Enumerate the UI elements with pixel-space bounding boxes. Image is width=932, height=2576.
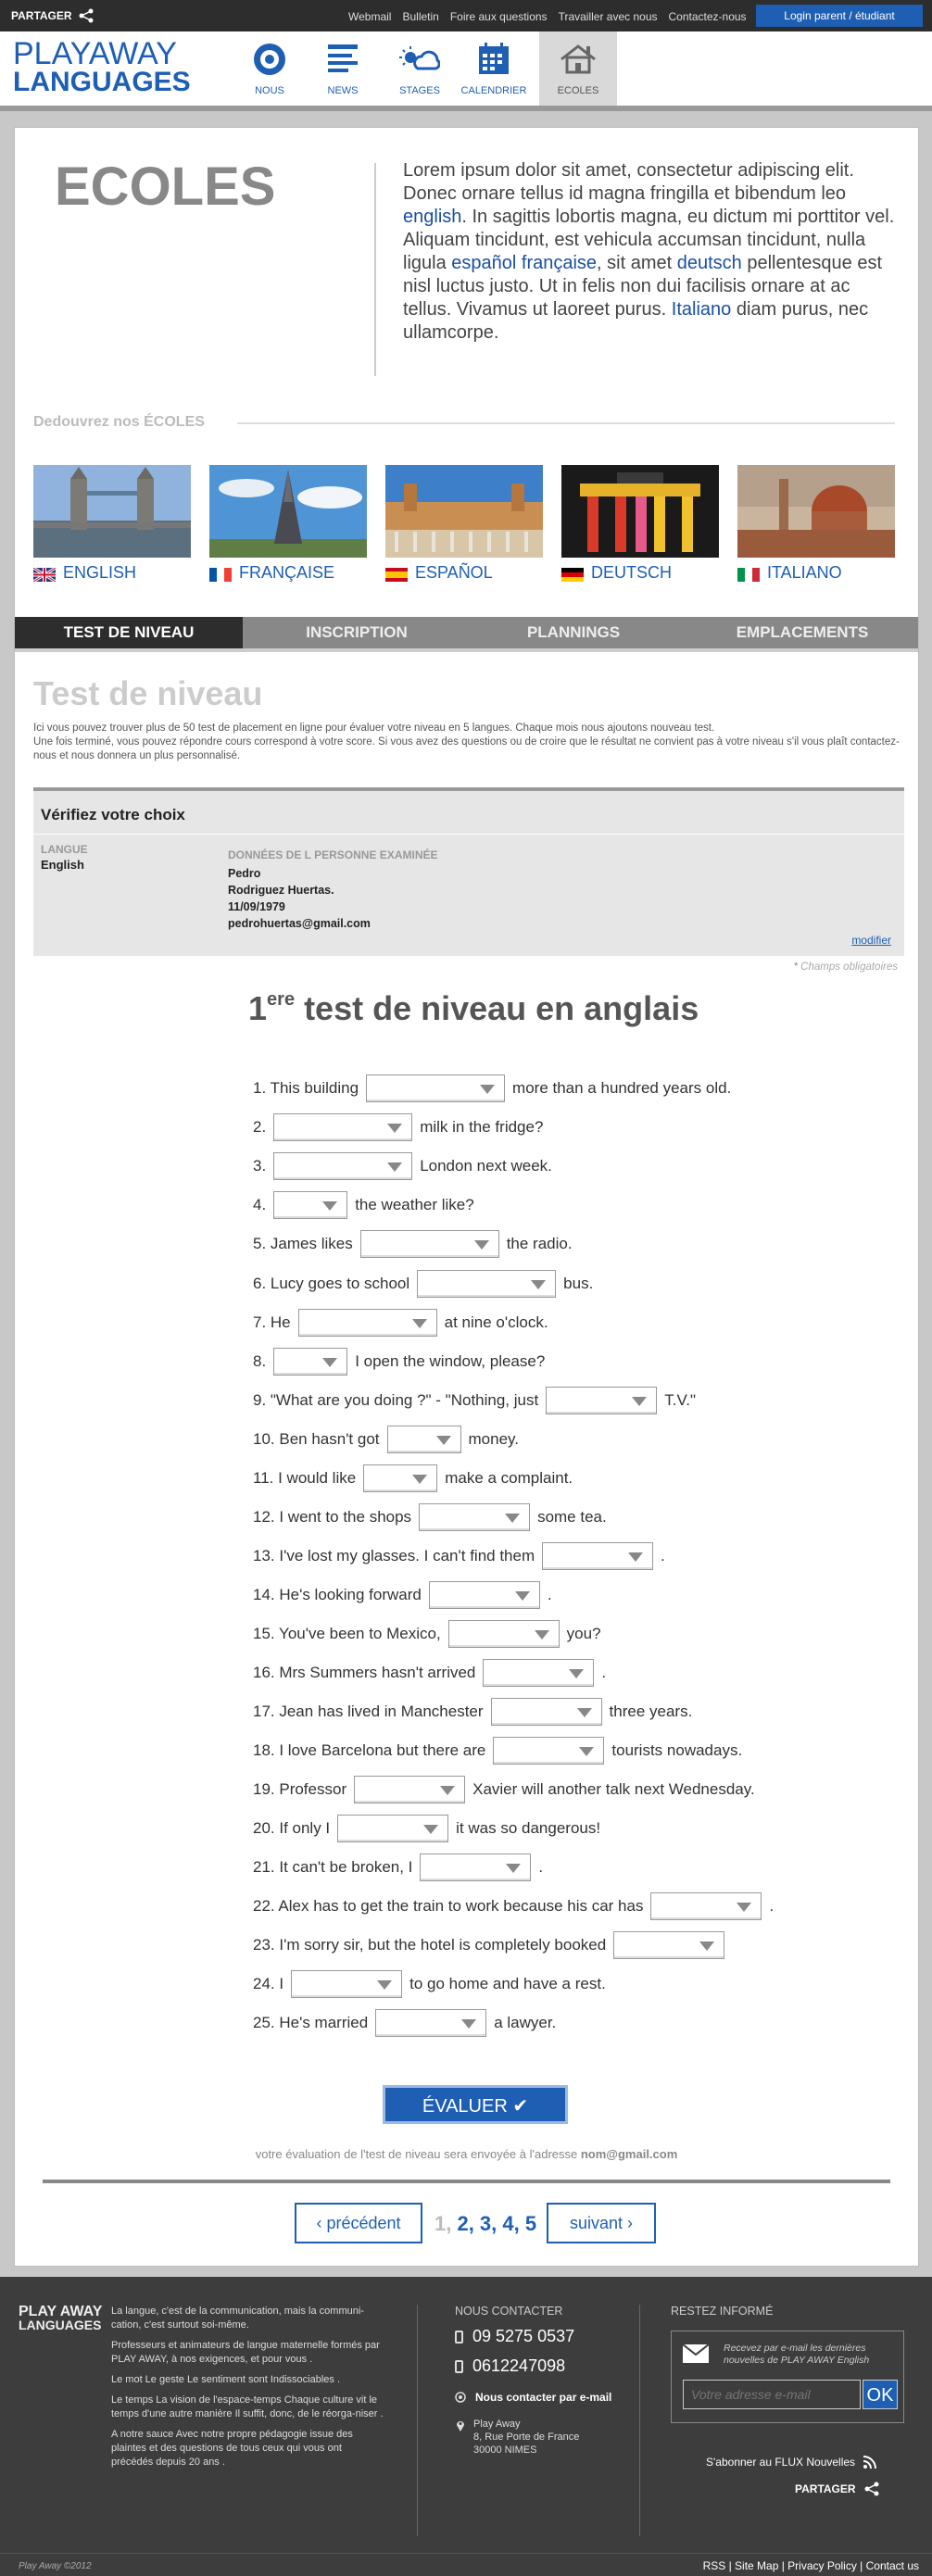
description-line: Une fois terminé, vous pouvez répondre cours correspond à votre score. Si vous avez des questions ou de croire que le résultat ne convient pas à votre niveau s'il vous plaît contactez-nous et nous donnera un plus personnalisé. bbox=[33, 736, 900, 761]
intro-text-part: pellentesque est nisl luctus justo. Ut in felis non dui facilisis ornare at ac tellus. Vivamus ut laoreet purus. bbox=[403, 253, 883, 320]
rss-subscribe-link[interactable] bbox=[706, 2455, 877, 2469]
spain-flag-icon bbox=[385, 568, 408, 582]
intro-divider bbox=[374, 163, 376, 376]
answer-dropdown[interactable] bbox=[417, 1270, 556, 1298]
person-email: pedrohuertas@gmail.com bbox=[228, 917, 371, 930]
footer-share-text: PARTAGER bbox=[795, 2482, 856, 2495]
question-text: it was so dangerous! bbox=[456, 1819, 601, 1837]
question-text: tourists nowadays. bbox=[611, 1741, 743, 1759]
school-name[interactable]: ENGLISH bbox=[63, 563, 137, 582]
answer-dropdown[interactable] bbox=[363, 1464, 437, 1492]
quiz-question-12 bbox=[253, 1503, 607, 1531]
question-text: at nine o'clock. bbox=[444, 1313, 548, 1331]
evaluate-button[interactable]: ÉVALUER ✔ bbox=[383, 2085, 568, 2124]
question-text: I open the window, please? bbox=[355, 1352, 546, 1370]
question-text: 10. Ben hasn't got bbox=[253, 1430, 380, 1448]
discover-heading: Dedouvrez nos ÉCOLES bbox=[33, 414, 205, 430]
answer-dropdown[interactable] bbox=[493, 1737, 604, 1765]
quiz-title-number: 1 bbox=[248, 989, 268, 1027]
school-name[interactable]: ITALIANO bbox=[767, 563, 842, 582]
question-text: you? bbox=[566, 1625, 601, 1642]
quiz-question-11 bbox=[253, 1464, 573, 1492]
faq-link[interactable]: Foire aux questions bbox=[449, 10, 548, 23]
english-link[interactable]: english bbox=[403, 207, 462, 227]
address-line: Play Away bbox=[473, 2419, 521, 2430]
question-text: 11. I would like bbox=[253, 1469, 357, 1487]
quiz-question-25 bbox=[253, 2009, 556, 2037]
quiz-title bbox=[248, 989, 699, 1028]
france-flag-icon bbox=[209, 568, 232, 582]
answer-dropdown[interactable] bbox=[360, 1230, 499, 1258]
answer-dropdown[interactable] bbox=[354, 1776, 465, 1803]
required-text: Champs obligatoires bbox=[800, 961, 898, 973]
answer-dropdown[interactable] bbox=[291, 1970, 402, 1998]
answer-dropdown[interactable] bbox=[546, 1387, 657, 1414]
rss-icon bbox=[863, 2455, 877, 2469]
quiz-question-19 bbox=[253, 1776, 755, 1803]
intro-text bbox=[403, 159, 903, 345]
share-icon[interactable] bbox=[78, 7, 94, 24]
tab-inscription[interactable]: INSCRIPTION bbox=[306, 623, 408, 641]
share-icon bbox=[863, 2481, 880, 2497]
verify-divider bbox=[33, 834, 904, 835]
newsletter-email-input[interactable] bbox=[683, 2380, 861, 2409]
required-fields-note bbox=[793, 961, 898, 973]
question-text: 18. I love Barcelona but there are bbox=[253, 1741, 486, 1759]
quiz-title-sup: ere bbox=[267, 989, 296, 1010]
modify-link[interactable]: modifier bbox=[851, 934, 891, 947]
deutsch-link[interactable]: deutsch bbox=[676, 253, 742, 273]
section-title: Test de niveau bbox=[33, 674, 263, 712]
discover-divider bbox=[237, 422, 895, 424]
current-page: 1, bbox=[435, 2212, 452, 2235]
person-last-name: Rodriguez Huertas. bbox=[228, 884, 334, 897]
description-line: Ici vous pouvez trouver plus de 50 test de placement en ligne pour évaluer votre niveau en 5 langues. Chaque mois nous ajoutons nouveau test. bbox=[33, 723, 715, 734]
rss-text: S'abonner au FLUX Nouvelles bbox=[706, 2456, 856, 2469]
quiz-question-9 bbox=[253, 1387, 696, 1414]
sun-cloud-icon bbox=[399, 41, 440, 78]
answer-dropdown[interactable] bbox=[387, 1426, 461, 1453]
nav-label: NEWS bbox=[327, 85, 359, 96]
footer-logo-line1[interactable]: PLAY AWAY bbox=[19, 2304, 103, 2319]
nav-calendrier[interactable] bbox=[455, 31, 533, 106]
germany-flag-icon bbox=[561, 568, 584, 582]
mobile-icon bbox=[455, 2360, 463, 2373]
question-text: . bbox=[547, 1586, 552, 1603]
contact-heading: NOUS CONTACTER bbox=[455, 2305, 563, 2318]
answer-dropdown[interactable] bbox=[420, 1853, 531, 1881]
question-text: 7. He bbox=[253, 1313, 291, 1331]
question-text: some tea. bbox=[537, 1508, 607, 1526]
tower-bridge-photo bbox=[33, 465, 191, 558]
footer-divider bbox=[417, 2305, 418, 2536]
question-text: 12. I went to the shops bbox=[253, 1508, 412, 1526]
question-text: 1. This building bbox=[253, 1079, 359, 1097]
section-tabs bbox=[15, 617, 918, 648]
school-name[interactable]: ESPAÑOL bbox=[415, 563, 493, 582]
footer-bottom-bar bbox=[0, 2553, 932, 2576]
question-text: 3. bbox=[253, 1157, 267, 1175]
answer-dropdown[interactable] bbox=[337, 1815, 448, 1842]
nav-news[interactable] bbox=[304, 31, 382, 106]
question-text: the weather like? bbox=[355, 1196, 474, 1213]
question-text: three years. bbox=[609, 1703, 693, 1720]
school-card-deutsch[interactable] bbox=[561, 465, 719, 582]
question-text: to go home and have a rest. bbox=[409, 1975, 606, 1992]
verify-title: Vérifiez votre choix bbox=[41, 806, 185, 823]
answer-dropdown[interactable] bbox=[273, 1191, 347, 1219]
question-text: 4. bbox=[253, 1196, 267, 1213]
quiz-question-22 bbox=[253, 1892, 774, 1920]
school-name[interactable]: FRANÇAISE bbox=[239, 563, 335, 582]
question-text: 2. bbox=[253, 1118, 267, 1136]
school-card-italiano[interactable] bbox=[737, 465, 895, 582]
tab-plannings[interactable]: PLANNINGS bbox=[526, 623, 621, 641]
nav-label: CALENDRIER bbox=[460, 85, 527, 96]
phone-icon bbox=[455, 2331, 463, 2344]
quiz-question-21 bbox=[253, 1853, 543, 1881]
at-icon bbox=[455, 2392, 466, 2403]
phone-number: 0612247098 bbox=[472, 2356, 566, 2375]
quiz-question-3 bbox=[253, 1152, 552, 1180]
quiz-question-16 bbox=[253, 1659, 606, 1687]
francaise-link[interactable]: française bbox=[521, 253, 598, 273]
question-text: . bbox=[769, 1897, 775, 1915]
location-pin-icon bbox=[456, 2419, 465, 2431]
italiano-link[interactable]: Italiano bbox=[671, 299, 732, 320]
quiz-bottom-divider bbox=[43, 2180, 890, 2183]
answer-dropdown[interactable] bbox=[491, 1698, 602, 1726]
footer-about-paragraph: La langue, c'est de la communication, mais la communi-cation, c'est surtout soi-même. bbox=[111, 2306, 364, 2331]
answer-dropdown[interactable] bbox=[366, 1074, 505, 1102]
section-description bbox=[33, 722, 904, 763]
person-birthdate: 11/09/1979 bbox=[228, 900, 285, 913]
question-text: the radio. bbox=[506, 1235, 573, 1252]
question-text: 23. I'm sorry sir, but the hotel is completely booked bbox=[253, 1936, 607, 1954]
address-line: 8, Rue Porte de France bbox=[473, 2431, 580, 2443]
footer-about-paragraph: Le temps La vision de l'espace-temps Chaque culture vit le temps d'une autre manière Il suffit, donc, de le réorga-niser . bbox=[111, 2394, 384, 2419]
question-text: milk in the fridge? bbox=[420, 1118, 544, 1136]
espanol-link[interactable]: español bbox=[451, 253, 517, 273]
webmail-link[interactable]: Webmail bbox=[348, 10, 392, 23]
quiz-question-13 bbox=[253, 1542, 665, 1570]
tab-emplacements[interactable]: EMPLACEMENTS bbox=[736, 623, 869, 641]
quiz-question-8 bbox=[253, 1348, 545, 1376]
footer-about-paragraph: A notre sauce Avec notre propre pédagogie issue des plaintes et des questions de tous ceux qui vous ont précédés depuis 20 ans . bbox=[111, 2429, 353, 2468]
answer-dropdown[interactable] bbox=[273, 1113, 412, 1141]
newsletter-text: Recevez par e-mail les dernières nouvelles de PLAY AWAY English bbox=[724, 2343, 870, 2366]
site-footer bbox=[0, 2277, 932, 2576]
envelope-icon bbox=[683, 2344, 709, 2363]
footer-links[interactable]: RSS | Site Map | Privacy Policy | Contact us bbox=[702, 2559, 919, 2572]
copyright: Play Away ©2012 bbox=[19, 2561, 92, 2571]
answer-dropdown[interactable] bbox=[419, 1503, 530, 1531]
page-title: ECOLES bbox=[55, 157, 276, 217]
jobs-link[interactable]: Travailler avec nous bbox=[558, 10, 658, 23]
share-link[interactable]: PARTAGER bbox=[11, 9, 72, 22]
contact-link[interactable]: Contactez-nous bbox=[668, 10, 747, 23]
tabs-underline bbox=[15, 648, 918, 652]
evaluation-note-text: votre évaluation de l'test de niveau sera envoyée à l'adresse bbox=[255, 2147, 581, 2161]
logo-playaway[interactable]: PLAYAWAY bbox=[13, 36, 177, 71]
phone-1 bbox=[455, 2327, 574, 2346]
page-links[interactable]: 2, 3, 4, 5 bbox=[451, 2212, 537, 2235]
question-text: . bbox=[538, 1858, 544, 1876]
question-text: 13. I've lost my glasses. I can't find them bbox=[253, 1547, 535, 1564]
answer-dropdown[interactable] bbox=[375, 2009, 486, 2037]
nav-label: ECOLES bbox=[557, 85, 599, 96]
brandenburg-gate-photo bbox=[561, 465, 719, 558]
bulletin-link[interactable]: Bulletin bbox=[402, 10, 439, 23]
florence-duomo-photo bbox=[737, 465, 895, 558]
question-text: more than a hundred years old. bbox=[512, 1079, 732, 1097]
newsletter-box bbox=[671, 2331, 904, 2423]
answer-dropdown[interactable] bbox=[273, 1348, 347, 1376]
logo-languages[interactable]: LANGUAGES bbox=[13, 67, 191, 97]
uk-flag-icon bbox=[33, 568, 56, 582]
question-text: 25. He's married bbox=[253, 2014, 369, 2031]
question-text: 19. Professor bbox=[253, 1780, 347, 1798]
question-text: 6. Lucy goes to school bbox=[253, 1275, 410, 1292]
address-line: 30000 NIMES bbox=[473, 2444, 537, 2456]
quiz-question-18 bbox=[253, 1737, 742, 1765]
answer-dropdown[interactable] bbox=[429, 1581, 540, 1609]
school-card-espanol[interactable] bbox=[385, 465, 543, 582]
nav-stages[interactable] bbox=[381, 31, 459, 106]
question-text: 20. If only I bbox=[253, 1819, 331, 1837]
target-icon bbox=[249, 41, 290, 78]
quiz-question-4 bbox=[253, 1191, 474, 1219]
question-text: 24. I bbox=[253, 1975, 284, 1992]
quiz-question-5 bbox=[253, 1230, 573, 1258]
question-text: 5. James likes bbox=[253, 1235, 353, 1252]
quiz-question-24 bbox=[253, 1970, 606, 1998]
answer-dropdown[interactable] bbox=[273, 1152, 412, 1180]
answer-dropdown[interactable] bbox=[650, 1892, 762, 1920]
answer-dropdown[interactable] bbox=[483, 1659, 594, 1687]
question-text: T.V." bbox=[664, 1391, 696, 1409]
language-value: English bbox=[41, 858, 84, 872]
quiz-question-15 bbox=[253, 1620, 601, 1648]
top-links bbox=[348, 10, 747, 23]
question-text: 8. bbox=[253, 1352, 267, 1370]
phone-2 bbox=[455, 2356, 565, 2376]
school-card-english[interactable] bbox=[33, 465, 191, 582]
person-data-label: DONNÉES DE L PERSONNE EXAMINÉE bbox=[228, 848, 438, 861]
intro-text-part: Lorem ipsum dolor sit amet, consectetur adipiscing elit. Donec ornare tellus id magna fringilla et bibendum leo bbox=[403, 160, 854, 204]
quiz-question-10 bbox=[253, 1426, 519, 1453]
eiffel-tower-photo bbox=[209, 465, 367, 558]
answer-dropdown[interactable] bbox=[448, 1620, 560, 1648]
newsletter-heading: RESTEZ INFORMÉ bbox=[671, 2305, 774, 2318]
footer-about-paragraph: Professeurs et animateurs de langue maternelle formés par PLAY AWAY, à nos exigences, et pour vous . bbox=[111, 2340, 380, 2365]
language-label: LANGUE bbox=[41, 843, 88, 856]
question-text: bus. bbox=[563, 1275, 594, 1292]
nav-label: NOUS bbox=[255, 85, 284, 96]
pagination bbox=[15, 2203, 918, 2243]
intro-text-part: . In sagittis lobortis magna, eu dictum mi porttitor vel. Aliquam tincidunt, est vehicula accumsan tincidunt, nulla ligula bbox=[403, 207, 895, 273]
question-text: a lawyer. bbox=[494, 2014, 557, 2031]
italy-flag-icon bbox=[737, 568, 760, 582]
evaluation-email-link[interactable]: nom@gmail.com bbox=[580, 2147, 678, 2161]
question-text: 9. "What are you doing ?" - "Nothing, just bbox=[253, 1391, 539, 1409]
school-building-icon bbox=[558, 41, 598, 78]
question-text: 22. Alex has to get the train to work because his car has bbox=[253, 1897, 644, 1915]
footer-share-link[interactable] bbox=[795, 2481, 880, 2497]
phone-number: 09 5275 0537 bbox=[472, 2327, 575, 2345]
question-text: . bbox=[601, 1664, 607, 1681]
footer-about bbox=[111, 2305, 385, 2476]
plaza-espana-photo bbox=[385, 465, 543, 558]
intro-text-part: , sit amet bbox=[597, 253, 677, 273]
person-data bbox=[228, 865, 371, 932]
quiz-question-1 bbox=[253, 1074, 731, 1102]
nav-label: STAGES bbox=[399, 85, 440, 96]
question-text: 16. Mrs Summers hasn't arrived bbox=[253, 1664, 476, 1681]
required-star: * bbox=[793, 961, 801, 973]
quiz-question-20 bbox=[253, 1815, 600, 1842]
quiz-title-text: test de niveau en anglais bbox=[295, 989, 699, 1027]
question-text: London next week. bbox=[420, 1157, 552, 1175]
evaluation-note bbox=[15, 2147, 918, 2161]
footer-logo-line2[interactable]: LANGUAGES bbox=[19, 2318, 102, 2332]
quiz-question-17 bbox=[253, 1698, 692, 1726]
address bbox=[473, 2418, 579, 2457]
quiz-question-6 bbox=[253, 1270, 593, 1298]
login-button[interactable]: Login parent / étudiant bbox=[756, 5, 923, 27]
intro-text-part: diam purus, nec ullamcorpe. bbox=[403, 299, 869, 343]
quiz-question-2 bbox=[253, 1113, 543, 1141]
contact-email-text: Nous contacter par e-mail bbox=[475, 2391, 612, 2404]
answer-dropdown[interactable] bbox=[542, 1542, 653, 1570]
next-button[interactable]: suivant › bbox=[547, 2203, 656, 2243]
quiz-question-23 bbox=[253, 1931, 732, 1959]
answer-dropdown[interactable] bbox=[613, 1931, 724, 1959]
header-divider bbox=[0, 106, 932, 111]
nav-ecoles[interactable] bbox=[539, 31, 617, 106]
site-header bbox=[0, 31, 932, 106]
question-text: 14. He's looking forward bbox=[253, 1586, 422, 1603]
question-text: money. bbox=[468, 1430, 520, 1448]
news-list-icon bbox=[322, 41, 363, 78]
question-text: 17. Jean has lived in Manchester bbox=[253, 1703, 484, 1720]
verify-choice-box bbox=[33, 787, 904, 956]
question-text: 21. It can't be broken, I bbox=[253, 1858, 413, 1876]
previous-button[interactable]: ‹ précédent bbox=[295, 2203, 422, 2243]
newsletter-ok-button[interactable]: OK bbox=[863, 2380, 898, 2409]
footer-about-paragraph: Le mot Le geste Le sentiment sont Indissociables . bbox=[111, 2374, 341, 2385]
tab-test-de-niveau[interactable]: TEST DE NIVEAU bbox=[15, 617, 243, 648]
quiz-question-7 bbox=[253, 1309, 548, 1337]
school-name[interactable]: DEUTSCH bbox=[591, 563, 673, 582]
nav-nous[interactable] bbox=[231, 31, 309, 106]
top-bar bbox=[0, 0, 932, 31]
person-first-name: Pedro bbox=[228, 867, 261, 880]
contact-email-link[interactable] bbox=[455, 2391, 611, 2404]
question-text: 15. You've been to Mexico, bbox=[253, 1625, 441, 1642]
footer-divider bbox=[639, 2305, 640, 2536]
page-numbers bbox=[435, 2212, 536, 2236]
calendar-icon bbox=[473, 41, 514, 78]
quiz-question-14 bbox=[253, 1581, 552, 1609]
question-text: . bbox=[661, 1547, 665, 1564]
question-text: make a complaint. bbox=[445, 1469, 573, 1487]
question-text: Xavier will another talk next Wednesday. bbox=[472, 1780, 755, 1798]
answer-dropdown[interactable] bbox=[298, 1309, 437, 1337]
school-card-francaise[interactable] bbox=[209, 465, 367, 582]
main-card bbox=[14, 127, 919, 2267]
